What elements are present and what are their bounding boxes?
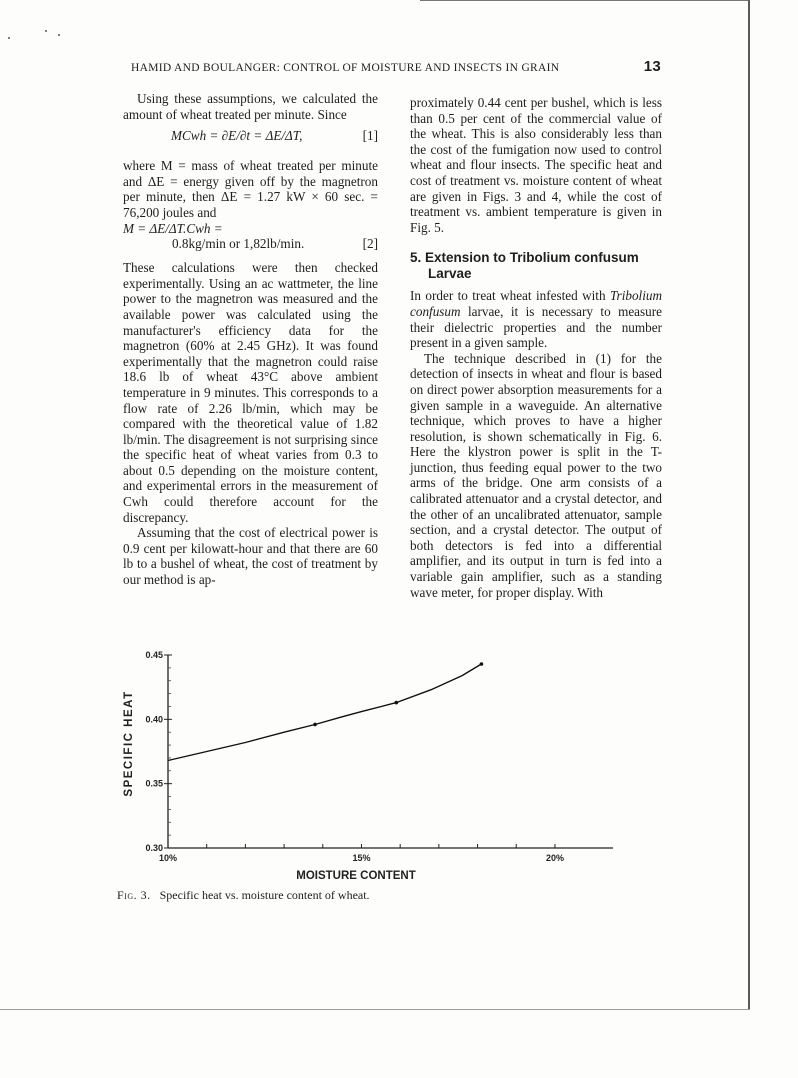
section-heading-line-2: Larvae xyxy=(428,266,472,282)
scan-speck xyxy=(45,30,47,32)
equation-expression: MCwh = ∂E/∂t = ΔE/ΔT, xyxy=(171,128,303,144)
x-axis-label: MOISTURE CONTENT xyxy=(296,870,416,882)
series-line xyxy=(168,664,481,761)
page-edge-bottom xyxy=(0,1009,750,1010)
page-edge-right xyxy=(748,0,750,1010)
paragraph-text: In order to treat wheat infested with xyxy=(410,288,610,304)
y-tick-label: 0.30 xyxy=(145,843,163,853)
equation-expression: 0.8kg/min or 1,82lb/min. xyxy=(172,236,305,252)
y-tick-label: 0.45 xyxy=(145,650,163,660)
y-axis-label: SPECIFIC HEAT xyxy=(123,690,135,797)
x-tick-label: 20% xyxy=(545,853,564,863)
scan-speck xyxy=(58,34,60,36)
x-tick-label: 10% xyxy=(158,853,178,863)
data-point xyxy=(480,662,484,666)
scan-speck xyxy=(8,37,10,39)
section-heading xyxy=(410,250,662,282)
figure-caption xyxy=(117,888,370,903)
specific-heat-chart xyxy=(110,645,630,890)
section-heading-line-1: 5. Extension to Tribolium confusum xyxy=(410,250,639,266)
paragraph: Using these assumptions, we calculated the amount of wheat treated per minute. Since xyxy=(123,91,378,122)
paragraph: These calculations were then checked experimentally. Using an ac wattmeter, the line power to the magnetron was measured and the available power was calculated using the manufacturer's efficiency data for the magnetron (60% at 2.45 GHz). It was found experimentally that the magnetron could raise 18.6 lb of wheat 43°C above ambient temperature in 9 minutes. This corresponds to a flow rate of 2.26 lb/min, which may be compared with the theoretical value of 1.82 lb/min. The disagreement is not surprising since the specific heat of wheat varies from 0.3 to about 0.5 depending on the moisture content, and experimental errors in the measurement of Cwh could therefore account for the discrepancy. xyxy=(123,260,378,525)
equation-number: [2] xyxy=(362,236,378,252)
equation-1 xyxy=(123,128,378,146)
running-header xyxy=(131,60,661,78)
y-tick-label: 0.40 xyxy=(145,714,163,725)
figure-label: Fig. 3. xyxy=(117,888,151,902)
paragraph: Assuming that the cost of electrical power is 0.9 cent per kilowatt-hour and that there are 60 lb to a bushel of wheat, the cost of treatment by our method is ap- xyxy=(123,525,378,588)
figure-caption-text: Specific heat vs. moisture content of wheat. xyxy=(159,888,370,902)
species-name: Tribolium confusum xyxy=(410,288,662,319)
paragraph-text: larvae, it is necessary to measure their dielectric properties and the number present in a given sample. xyxy=(410,303,662,351)
equation-2-line-2 xyxy=(123,236,378,252)
y-tick-label: 0.35 xyxy=(145,778,163,789)
left-column xyxy=(123,91,378,588)
paragraph xyxy=(410,288,662,350)
equation-number: [1] xyxy=(362,128,378,144)
right-column xyxy=(410,95,662,600)
paragraph: The technique described in (1) for the detection of insects in wheat and flour is based on direct power absorption measurements for a given sample in a waveguide. An alternative technique, which proves to have a higher resolution, is shown schematically in Fig. 6. Here the klystron power is split in the T-junction, thus feeding equal power to the two arms of the bridge. One arm consists of a calibrated attenuator and a crystal detector, and the other of an uncalibrated attenuator, sample section, and a crystal detector. The output of both detectors is fed into a differential amplifier, and its output in turn is fed into a variable gain amplifier, such as a standing wave meter, for proper display. With xyxy=(410,350,662,600)
running-title: HAMID AND BOULANGER: CONTROL OF MOISTURE AND INSECTS IN GRAIN xyxy=(131,62,560,74)
data-point xyxy=(313,723,317,727)
data-point xyxy=(395,701,399,705)
equation-2-line-1: M = ΔE/ΔT.Cwh = xyxy=(123,220,223,236)
x-tick-label: 15% xyxy=(352,853,371,863)
paragraph: proximately 0.44 cent per bushel, which is less than 0.5 per cent of the commercial value of the wheat. This is also considerably less than the cost of the fumigation now used to control wheat and flour insects. The specific heat and cost of treatment vs. moisture content of wheat are given in Figs. 3 and 4, while the cost of treatment vs. ambient temperature is given in Fig. 5. xyxy=(410,95,662,235)
paragraph: where M = mass of wheat treated per minute and ΔE = energy given off by the magnetron per minute, then ΔE = 1.27 kW × 60 sec. = 76,200 joules and xyxy=(123,158,378,220)
page-number: 13 xyxy=(643,58,661,75)
page-edge-top xyxy=(420,0,750,1)
